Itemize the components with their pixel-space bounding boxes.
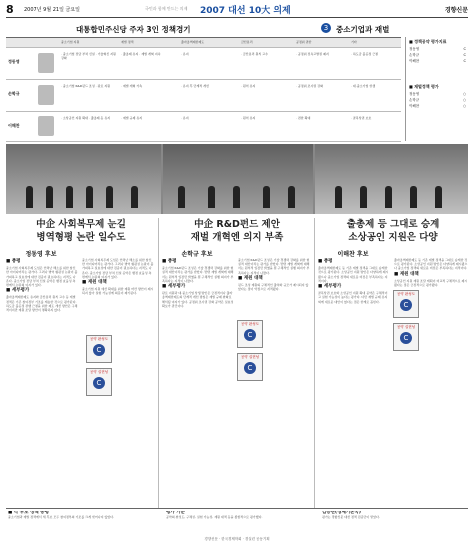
footer-panel: 검증단(경제기본국) 평가는 경향신문 대선 정책 검증단이 맡았다. [322, 511, 380, 519]
article-text: 중소기업 R&D펀드 조성은 기술 경쟁력 강화를 위한 현실적 대안이라는 평가를 받았다. 반면 재벌 개혁에 대해서는 원칙적 입장만 밝혔을 뿐 구체적인 실행 의지가 부족하다는 지적이 나왔다. ■ 재원 대책 펀드 조성 재원의 구체적인 출처와 규모가 제시되지 않았다는 점이 약점으로 지적됐다. [238, 258, 310, 292]
table-header-cell: 기타 [351, 40, 357, 44]
table-cell: · 소상공인 지원 확대 · 출총제 등 유지 [61, 116, 111, 120]
section-subtitle: 국민과 함께 만드는 의제 [145, 6, 188, 11]
grade-badge: 공약 완성도 C [393, 290, 419, 318]
photo-panel [6, 144, 161, 214]
footer-criteria: 평가 기준 공약의 완성도, 구체성, 실현 가능성, 재원 대책 등을 종합적으로 평가했다. [166, 511, 263, 519]
article-text: ■ 총평 출자총액제한제도 등 기존 재벌 정책을 그대로 승계한 것으로 평가된다. 소상공인 지원 방안은 다양하게 제시됐으나 중소기업 정책의 새로운 비전은 부족하다는 지적이다. ■ 세부평가 골목상권 보호와 소상공인 지원 확대 공약은 구체적이고 실현 가능성이 높다는 평가다. 다만 재벌 규제 유지 외에 새로운 대안이 없다는 점은 한계로 꼽힌다. [318, 259, 389, 304]
table-row [6, 48, 401, 80]
bottom-credit: 경향신문 · 한국경제학회 · 경실련 공동기획 [204, 537, 270, 541]
sidebox-title: ■ 재벌정책 평가 [409, 84, 439, 89]
candidate-photo [38, 85, 54, 105]
byline-col2: 손학규 후보 [181, 251, 213, 258]
table-cell: · 대·중소기업 상생 [351, 84, 376, 88]
topic-title: 중소기업과 재벌 [336, 25, 390, 34]
headline-col1: 中企 사회복무제 눈길 병역형평 논란 일수도 [36, 219, 126, 243]
column-divider [158, 218, 159, 508]
article-text: 출자총액제한제도 등 기존 재벌 정책을 그대로 승계한 것으로 평가된다. 소상공인 지원 방안은 다양하게 제시됐으나 중소기업 정책의 새로운 비전은 부족하다는 지적이다. ■ 재원 대책 소상공인 지원 재원 조달 계획이 비교적 구체적으로 제시됐다는 점은 긍정적으로 평가됐다. [394, 258, 468, 288]
table-cell: · 공정위 전속고발권 폐지 [296, 52, 329, 56]
page-header [0, 0, 474, 18]
grade-badge: 공약 실현성 C [393, 323, 419, 351]
table-cell: · 원칙 유지 [241, 116, 256, 120]
table-cell: · 하도급 불공정 근절 [351, 52, 378, 56]
article-text: 중소기업 사회복무제 도입은 인력난 해소를 위한 참신한 아이디어라는 평가다. 그러나 병역 형평성 논란이 불가피하고 실효성에 대한 검증이 필요하다는 지적도 나온다. 중소기업 전담 부처 신설 공약은 행정 효율성 측면에서 논란의 여지가 있다. ■ 재원 대책 중소기업 지원 예산 확대를 위한 재원 마련 방안이 제시되지 않아 실현 가능성에 의문이 제기된다. [82, 258, 154, 296]
page-number: 8 [6, 3, 14, 16]
series-title: 대통합민주신당 주자 3인 정책경기 [76, 25, 191, 34]
sidebox-row: 정동영 ○ [409, 92, 466, 96]
series-number: 3 [321, 23, 331, 33]
byline-col1: 정동영 후보 [25, 251, 57, 258]
table-cell: · 권한 확대 [296, 116, 311, 120]
headline-col3: 출총제 등 그대로 승계 소상공인 지원은 다양 [346, 219, 440, 243]
table-header-row [6, 38, 401, 48]
table-cell: · 골목상권 보호 [351, 116, 372, 120]
table-header-cell: 재벌 정책 [121, 40, 134, 44]
grade-badge: 공약 실현성 C [237, 353, 263, 381]
table-row [6, 112, 401, 142]
policy-comparison-table [6, 37, 401, 142]
grade-badge: 공약 실현성 C [86, 368, 112, 396]
table-row [6, 80, 401, 112]
table-cell: · 유지 후 단계적 개선 [181, 84, 209, 88]
footer-box [6, 508, 468, 537]
article-text: ■ 총평 중소기업 사회복무제 도입은 인력난 해소를 위한 참신한 아이디어라는 평가다. 그러나 병역 형평성 논란이 불가피하고 실효성에 대한 검증이 필요하다는 지적도 나온다. 중소기업 전담 부처 신설 공약은 행정 효율성 측면에서 논란의 여지가 있다. ■ 세부평가 출자총액제한제도 유지와 금산분리 원칙 고수 등 재벌 정책은 기존 참여정부 기조를 계승한 것으로 평가된다. 하도급 불공정 관행 근절을 위한 제도 개선 방안은 구체적이지만 재원 조달 방안이 명확하지 않다. [6, 259, 78, 313]
table-cell: · 원칙 유지 [241, 84, 256, 88]
table-cell: · 중소기업 전담 부처 신설 · 기술혁신 지원 강화 [61, 52, 116, 60]
table-header-cell: 출자총액제한제도 [181, 40, 205, 44]
section-title: 2007 대선 10大 의제 [200, 6, 291, 16]
sidebox-row: 이해찬 ○ [409, 104, 466, 108]
table-header-cell: 금산분리 [241, 40, 253, 44]
header-divider [6, 17, 468, 18]
photo-panel [315, 144, 468, 214]
newspaper-name: 경향신문 [444, 7, 468, 14]
sidebox-row: 이해찬 C [409, 59, 466, 63]
table-cell: · 재벌 규제 유지 [121, 116, 143, 120]
candidate-name: 손학규 [8, 91, 20, 96]
table-cell: · 공정위 조사권 강화 [296, 84, 323, 88]
candidate-photo [38, 53, 54, 73]
headline-col2: 中企 R&D펀드 제안 재벌 개혁엔 의지 부족 [190, 219, 284, 243]
event-photo [6, 144, 468, 214]
candidate-photo [38, 116, 54, 136]
issue-date: 2007년 9월 21일 금요일 [24, 7, 81, 13]
sidebox-row: 손학규 ○ [409, 98, 466, 102]
table-cell: · 유지 [181, 52, 189, 56]
photo-panel [163, 144, 313, 214]
sidebox-row: 정동영 C [409, 47, 466, 51]
candidate-name: 정동영 [8, 59, 20, 64]
footer-summary: ■ 각 후보 정책 총평 중소기업과 재벌 정책에서 세 후보 모두 참여정부의 기조를 크게 벗어나지 않았다. [8, 511, 115, 519]
table-cell: · 유지 [181, 116, 189, 120]
grade-badge: 공약 완성도 C [237, 320, 263, 348]
column-divider [314, 218, 315, 508]
table-cell: · 중소기업 R&D펀드 조성 · 판로 지원 [61, 84, 111, 88]
grade-badge: 공약 완성도 C [86, 335, 112, 363]
article-text: ■ 총평 중소기업 R&D펀드 조성은 기술 경쟁력 강화를 위한 현실적 대안이라는 평가를 받았다. 반면 재벌 개혁에 대해서는 원칙적 입장만 밝혔을 뿐 구체적인 실행 의지가 부족하다는 지적이 나왔다. ■ 세부평가 판로 지원과 대·중소기업 상생 방안은 긍정적이나 출자총액제한제도의 단계적 개선 방침은 재벌 규제 완화로 해석될 여지가 있다. 공정위 조사권 강화 공약은 실효성 확보가 관건이다. [162, 259, 234, 308]
candidate-name: 이해찬 [8, 123, 20, 128]
evaluation-sidebox [405, 37, 469, 141]
sidebox-row: 손학규 C [409, 53, 466, 57]
table-cell: · 재벌 개혁 가속 [121, 84, 143, 88]
title-row [6, 22, 468, 36]
table-cell: · 출총제 유지 · 재벌 개혁 지속 [121, 52, 161, 56]
table-header-cell: 중소기업 지원 [61, 40, 80, 44]
sidebox-title: ■ 정책공약 평가지표 [409, 39, 447, 44]
table-cell: · 금산분리 원칙 고수 [241, 52, 268, 56]
table-header-cell: 공정위 권한 [296, 40, 312, 44]
byline-col3: 이해찬 후보 [337, 251, 369, 258]
